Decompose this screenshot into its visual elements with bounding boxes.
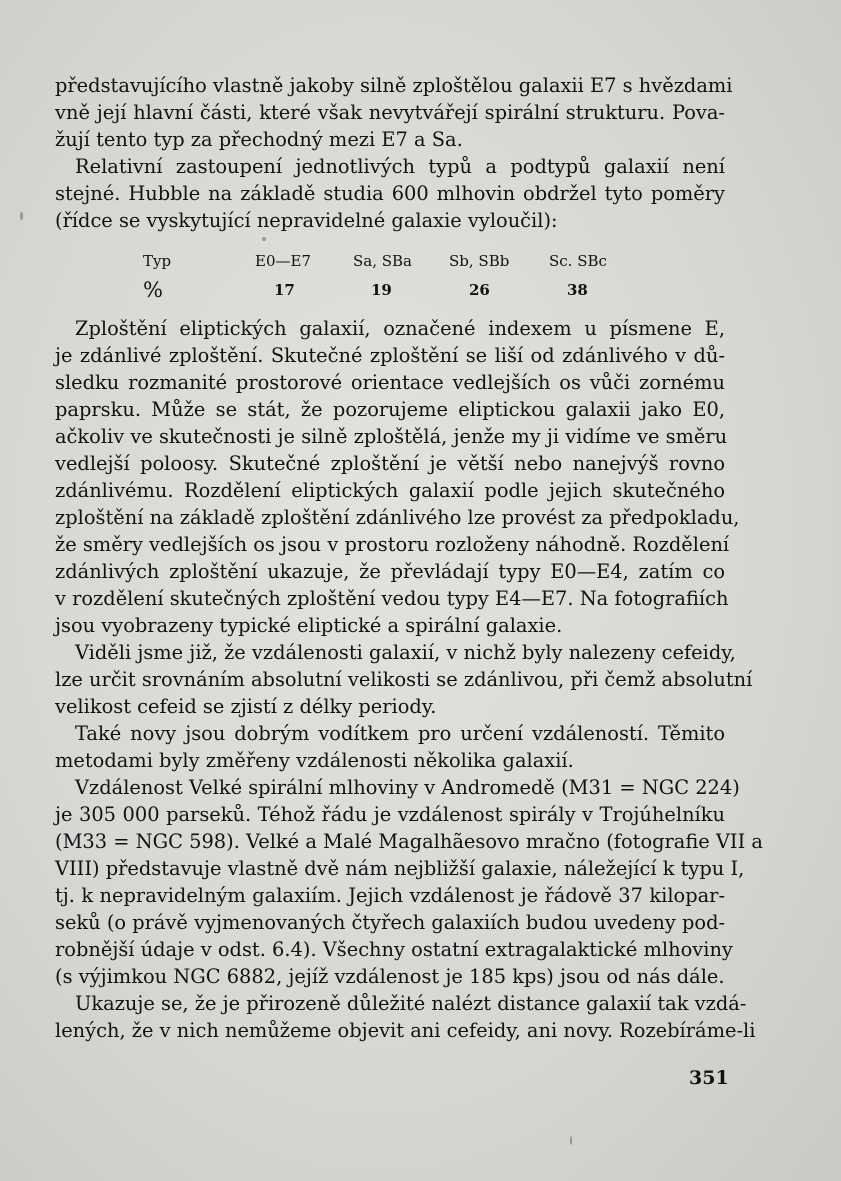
text-line: zploštění na základě zploštění zdánlivého lze provést za předpokladu, [55, 506, 740, 529]
text-line: Vzdálenost Velké spirální mlhoviny v Andromedě (M31 = NGC 224) [75, 776, 740, 799]
text-line: seků (o právě vyjmenovaných čtyřech galaxiích budou uvedeny pod- [55, 911, 726, 934]
text-line: vedlejší poloosy. Skutečné zploštění je větší nebo nanejvýš rovno [55, 452, 725, 475]
text-line: Zploštění eliptických galaxií, označené indexem u písmene E, [75, 317, 725, 340]
text-line: Viděli jsme již, že vzdálenosti galaxií, v nichž byly nalezeny cefeidy, [75, 641, 736, 664]
text-line: stejné. Hubble na základě studia 600 mlhovin obdržel tyto poměry [55, 182, 725, 205]
table-value-cell: 19 [371, 281, 392, 299]
table-header-cell: Sb, SBb [449, 252, 510, 270]
table-value-cell: 38 [567, 281, 588, 299]
text-line: paprsku. Může se stát, že pozorujeme eliptickou galaxii jako E0, [55, 398, 725, 421]
text-line: lených, že v nich nemůžeme objevit ani cefeidy, ani novy. Rozebíráme-li [55, 1019, 756, 1042]
text-line: v rozdělení skutečných zploštění vedou typy E4—E7. Na fotografiích [55, 587, 729, 610]
text-line: robnější údaje v odst. 6.4). Všechny ostatní extragalaktické mlhoviny [55, 938, 733, 961]
text-line: tj. k nepravidelným galaxiím. Jejich vzdálenost je řádově 37 kilopar- [55, 884, 725, 907]
table-value-cell: 17 [274, 281, 295, 299]
text-line: (řídce se vyskytující nepravidelné galaxie vyloučil): [55, 209, 558, 232]
text-line: Ukazuje se, že je přirozeně důležité nalézt distance galaxií tak vzdá- [75, 992, 747, 1015]
print-speck [262, 237, 266, 241]
bottom-paragraphs [55, 315, 763, 1044]
table-header-row [143, 252, 623, 281]
text-line: VIII) představuje vlastně dvě nám nejbližší galaxie, náležející k typu I, [55, 857, 745, 880]
galaxy-type-table [143, 252, 623, 310]
text-line: (M33 = NGC 598). Velké a Malé Magalhãesovo mračno (fotografie VII a [55, 830, 763, 853]
text-line: lze určit srovnáním absolutní velikosti se zdánlivou, při čemž absolutní [55, 668, 753, 691]
top-paragraphs [55, 72, 733, 234]
print-speck [20, 212, 23, 220]
text-line: metodami byly změřeny vzdálenosti několika galaxií. [55, 749, 574, 772]
text-line: že směry vedlejších os jsou v prostoru rozloženy náhodně. Rozdělení [55, 533, 730, 556]
table-header-cell: E0—E7 [255, 252, 311, 270]
table-value-cell: 26 [469, 281, 490, 299]
text-line: představujícího vlastně jakoby silně zploštělou galaxii E7 s hvězdami [55, 74, 733, 97]
print-speck [570, 1136, 572, 1145]
text-line: jsou vyobrazeny typické eliptické a spirální galaxie. [55, 614, 563, 637]
text-line: je zdánlivé zploštění. Skutečné zploštění se liší od zdánlivého v dů- [55, 344, 725, 367]
text-line: Také novy jsou dobrým vodítkem pro určení vzdáleností. Těmito [75, 722, 725, 745]
text-line: vně její hlavní části, které však nevytvářejí spirální strukturu. Pova- [55, 101, 725, 124]
table-value-cell: % [143, 278, 163, 302]
table-header-cell: Sc. SBc [549, 252, 607, 270]
text-line: je 305 000 parseků. Téhož řádu je vzdálenost spirály v Trojúhelníku [55, 803, 725, 826]
table-header-cell: Sa, SBa [353, 252, 412, 270]
table-header-cell: Typ [143, 252, 172, 270]
text-line: zdánlivých zploštění ukazuje, že převládají typy E0—E4, zatím co [55, 560, 725, 583]
text-line: Relativní zastoupení jednotlivých typů a podtypů galaxií není [75, 155, 725, 178]
text-line: žují tento typ za přechodný mezi E7 a Sa. [55, 128, 463, 151]
page-number: 351 [689, 1067, 729, 1089]
text-line: velikost cefeid se zjistí z délky periody. [55, 695, 437, 718]
text-line: (s výjimkou NGC 6882, jejíž vzdálenost je 185 kps) jsou od nás dále. [55, 965, 725, 988]
text-line: ačkoliv ve skutečnosti je silně zploštělá, jenže my ji vidíme ve směru [55, 425, 728, 448]
table-value-row [143, 278, 623, 310]
text-line: sledku rozmanité prostorové orientace vedlejších os vůči zornému [55, 371, 725, 394]
text-line: zdánlivému. Rozdělení eliptických galaxií podle jejich skutečného [55, 479, 725, 502]
